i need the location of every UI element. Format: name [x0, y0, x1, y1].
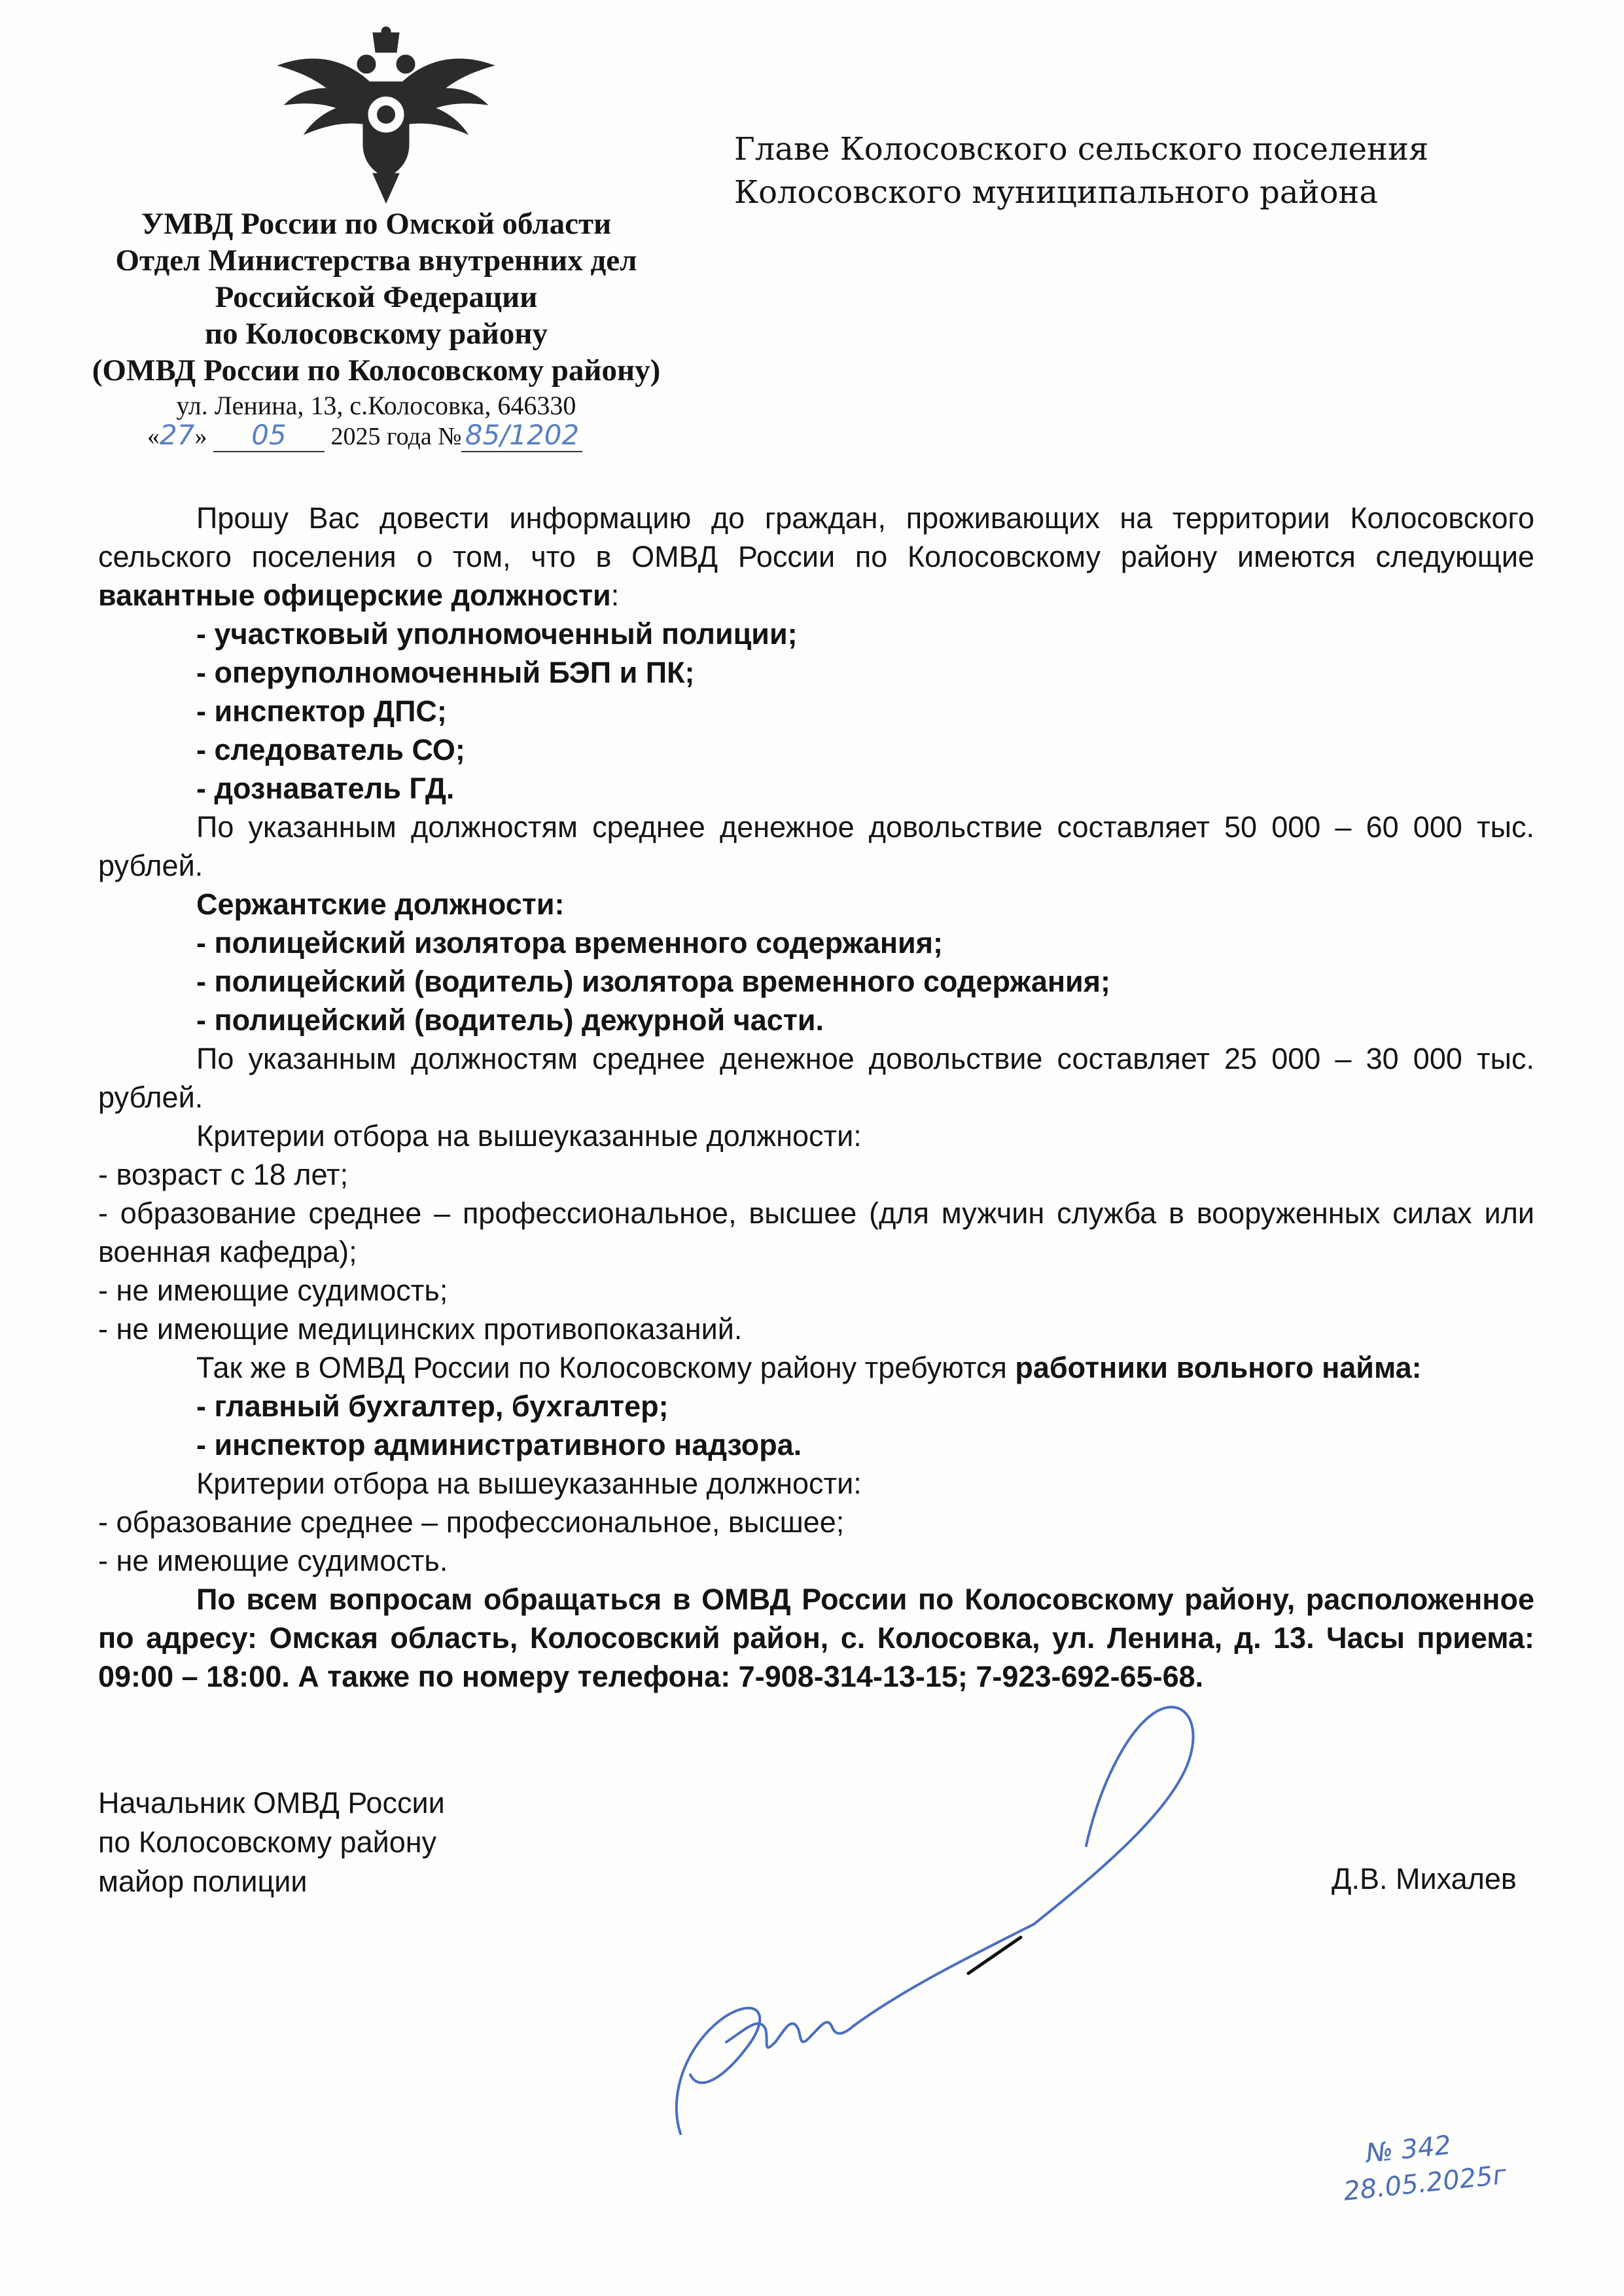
intro-bold-text: вакантные офицерские должности	[98, 579, 611, 612]
sender-block	[62, 206, 690, 423]
civil-paragraph	[98, 1348, 1534, 1387]
officer-position: - инспектор ДПС;	[196, 694, 447, 728]
sergeant-position: - полицейский изолятора временного содержания;	[196, 926, 943, 960]
outgoing-date-line	[147, 419, 582, 452]
intro-text: Прошу Вас довести информацию до граждан, проживающих на территории Колосовского сельского поселения о том, что в ОМВД России по Колосовскому району имеются следующие	[98, 501, 1534, 573]
sender-line: по Колосовскому району	[205, 317, 548, 351]
outgoing-number: 85/1202	[465, 419, 580, 451]
signatory-title-line: Начальник ОМВД России	[98, 1786, 445, 1820]
civil-intro-text: Так же в ОМВД России по Колосовскому району требуются	[196, 1351, 1015, 1384]
date-month: 05	[251, 419, 287, 451]
sender-line: Российской Федерации	[215, 280, 538, 314]
criteria-heading: Критерии отбора на вышеуказанные должности:	[196, 1119, 862, 1153]
sender-address: ул. Ленина, 13, с.Колосовка, 646330	[176, 391, 576, 420]
sender-line: УМВД России по Омской области	[141, 207, 612, 241]
civil-position: - главный бухгалтер, бухгалтер;	[196, 1390, 669, 1423]
addressee-line: Главе Колосовского сельского поселения	[734, 131, 1429, 168]
letter-body	[98, 499, 1534, 1696]
handwritten-signature	[628, 1676, 1204, 2147]
criteria2-item: - образование среднее – профессиональное, высшее;	[98, 1505, 845, 1539]
date-close-quote: »	[194, 423, 207, 450]
addressee-block	[734, 128, 1428, 214]
criteria-item: - не имеющие судимость;	[98, 1274, 448, 1307]
sergeant-heading: Сержантские должности:	[196, 888, 565, 921]
signatory-title	[98, 1784, 445, 1901]
contact-paragraph: По всем вопросам обращаться в ОМВД России по Колосовскому району, расположенное по адресу: Омская область, Колосовский район, с. Колосовка, ул. Ленина, д. 13. Часы приема: 09:00 – 18:00. А также по номеру телефона: 7-908-314-13-15; 7-923-692-65-68.	[98, 1583, 1534, 1693]
incoming-date: 28.05.2025г	[1342, 2159, 1508, 2207]
officer-salary: По указанным должностям среднее денежное довольствие составляет 50 000 – 60 000 тыс. рублей.	[98, 810, 1534, 882]
criteria-item: - не имеющие медицинских противопоказаний.	[98, 1312, 743, 1346]
criteria2-item: - не имеющие судимость.	[98, 1544, 448, 1577]
intro-paragraph	[98, 499, 1534, 615]
sender-line: Отдел Министерства внутренних дел	[115, 243, 637, 278]
officer-position: - дознаватель ГД.	[196, 772, 455, 805]
signatory-title-line: майор полиции	[98, 1865, 308, 1898]
date-year: 2025 года	[330, 423, 432, 450]
signatory-title-line: по Колосовскому району	[98, 1825, 437, 1859]
criteria-item: - возраст с 18 лет;	[98, 1158, 349, 1191]
officer-position: - следователь СО;	[196, 733, 465, 766]
mvd-emblem-icon	[275, 26, 497, 209]
civil-position: - инспектор административного надзора.	[196, 1428, 802, 1462]
sergeant-salary: По указанным должностям среднее денежное довольствие составляет 25 000 – 30 000 тыс. рублей.	[98, 1042, 1534, 1114]
incoming-number: № 342	[1364, 2130, 1453, 2169]
civil-bold-text: работники вольного найма:	[1015, 1351, 1422, 1384]
officer-position: - оперуполномоченный БЭП и ПК;	[196, 656, 695, 689]
sergeant-position: - полицейский (водитель) изолятора временного содержания;	[196, 965, 1110, 998]
sergeant-position: - полицейский (водитель) дежурной части.	[196, 1003, 824, 1037]
date-open-quote: «	[147, 423, 160, 450]
criteria-item: - образование среднее – профессиональное, высшее (для мужчин служба в вооруженных силах или военная кафедра);	[98, 1196, 1534, 1268]
sender-line: (ОМВД России по Колосовскому району)	[92, 353, 661, 387]
intro-end-text: :	[610, 579, 620, 612]
number-label: №	[438, 423, 462, 450]
signatory-name: Д.В. Михалев	[1332, 1862, 1517, 1895]
officer-position: - участковый уполномоченный полиции;	[196, 617, 798, 651]
criteria2-heading: Критерии отбора на вышеуказанные должности:	[196, 1467, 862, 1500]
incoming-registration-mark	[1338, 2122, 1508, 2210]
date-day: 27	[160, 419, 195, 451]
addressee-line: Колосовского муниципального района	[734, 174, 1379, 211]
